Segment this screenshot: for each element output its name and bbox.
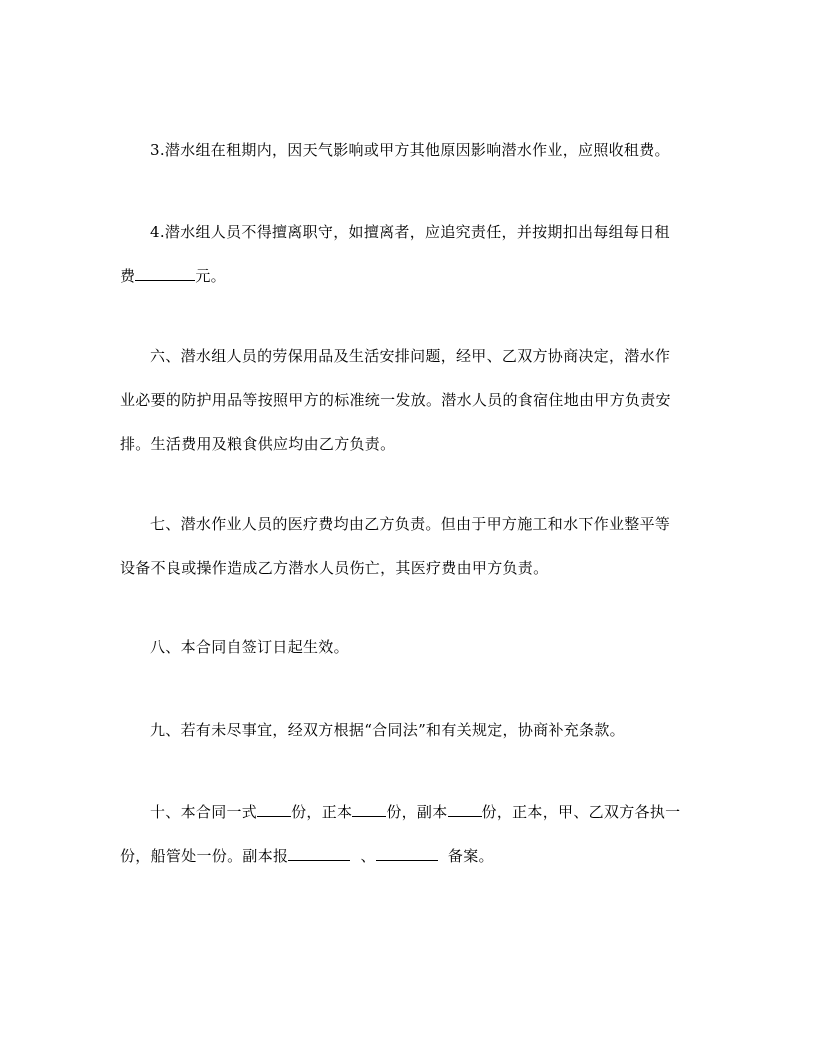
clause-10-line-2-part-c: 备案。 <box>447 847 494 865</box>
clause-4-suffix: 元。 <box>195 267 226 285</box>
clause-3 <box>120 128 730 172</box>
clause-4 <box>120 210 700 298</box>
clause-10-part-a: 十、本合同一式 <box>150 803 258 821</box>
clause-3-text: 3.潜水组在租期内，因天气影响或甲方其他原因影响潜水作业，应照收租费。 <box>150 141 670 159</box>
clause-7-line-1: 七、潜水作业人员的医疗费均由乙方负责。但由于甲方施工和水下作业整平等 <box>150 515 671 533</box>
clause-4-prefix: 费 <box>120 267 136 285</box>
clause-10-part-d: 份，正本，甲、乙双方各执一 <box>481 803 681 821</box>
clause-6-line-2: 业必要的防护用品等按照甲方的标准统一发放。潜水人员的食宿住地由甲方负责安 <box>120 391 671 409</box>
clause-9-text: 九、若有未尽事宜，经双方根据“合同法”和有关规定，协商补充条款。 <box>150 721 625 739</box>
clause-4-line-2 <box>120 254 700 298</box>
filing-agency-1-blank <box>288 848 350 861</box>
clause-8-text: 八、本合同自签订日起生效。 <box>150 638 349 656</box>
clause-6-line-1: 六、潜水组人员的劳保用品及生活安排问题，经甲、乙双方协商决定，潜水作 <box>150 347 671 365</box>
filing-agency-2-blank <box>376 848 438 861</box>
clause-7-line-2: 设备不良或操作造成乙方潜水人员伤亡，其医疗费由甲方负责。 <box>120 559 549 577</box>
duplicates-count-blank <box>448 804 482 817</box>
copies-total-blank <box>257 804 291 817</box>
clause-9 <box>120 708 730 752</box>
clause-6-line-3: 排。生活费用及粮食供应均由乙方负责。 <box>120 435 396 453</box>
clause-4-line-1: 4.潜水组人员不得擅离职守，如擅离者，应追究责任，并按期扣出每组每日租 <box>150 223 670 241</box>
clause-8 <box>120 625 730 669</box>
clause-10-line-2-sep: 、 <box>360 847 376 865</box>
clause-10-part-c: 份，副本 <box>386 803 448 821</box>
originals-count-blank <box>352 804 386 817</box>
clause-7 <box>120 502 700 590</box>
clause-10-line-1 <box>120 790 700 834</box>
clause-10-part-b: 份，正本 <box>291 803 353 821</box>
clause-10-line-2 <box>120 834 700 878</box>
clause-10 <box>120 790 700 878</box>
clause-10-line-2-part-a: 份，船管处一份。副本报 <box>120 847 289 865</box>
amount-blank <box>135 268 195 281</box>
clause-6 <box>120 334 700 466</box>
